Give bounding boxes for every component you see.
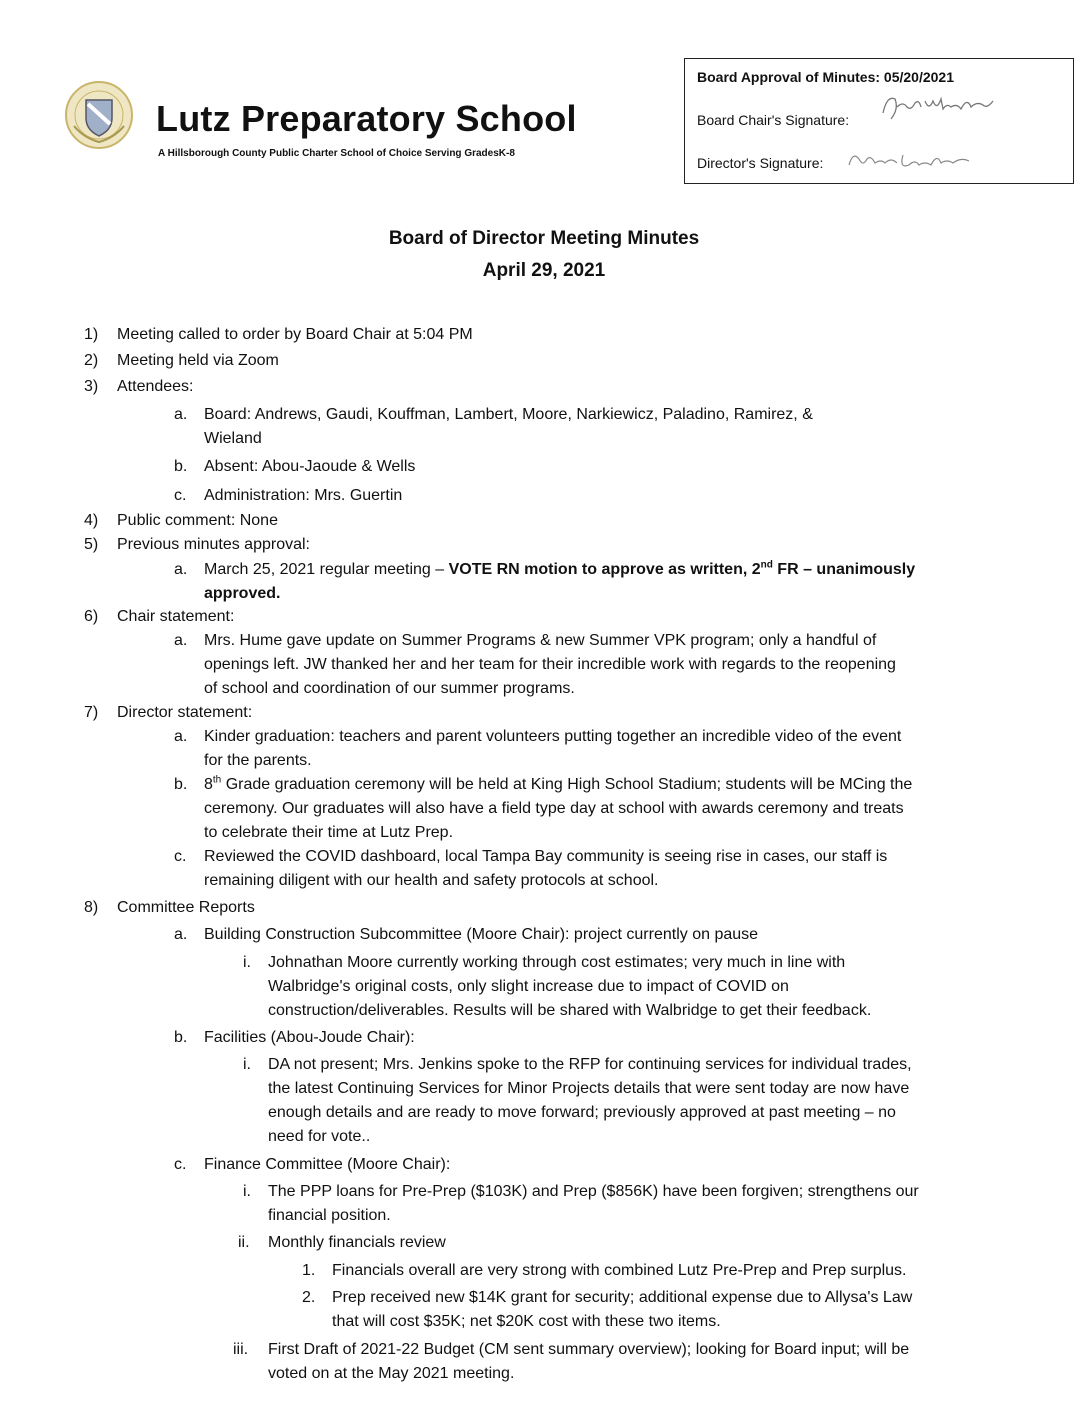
school-crest-logo	[64, 80, 134, 150]
director-signature-label: Director's Signature:	[697, 155, 824, 171]
approval-date: Board Approval of Minutes: 05/20/2021	[697, 69, 954, 85]
school-subtitle: A Hillsborough County Public Charter School of Choice Serving GradesK-8	[158, 148, 515, 159]
board-chair-signature-label: Board Chair's Signature:	[697, 112, 850, 128]
document-title: Board of Director Meeting Minutes	[388, 228, 700, 249]
approval-box	[684, 58, 1074, 184]
school-name: Lutz Preparatory School	[156, 98, 577, 139]
director-signature	[845, 145, 975, 175]
board-chair-signature	[877, 89, 997, 125]
document-date: April 29, 2021	[482, 260, 606, 281]
